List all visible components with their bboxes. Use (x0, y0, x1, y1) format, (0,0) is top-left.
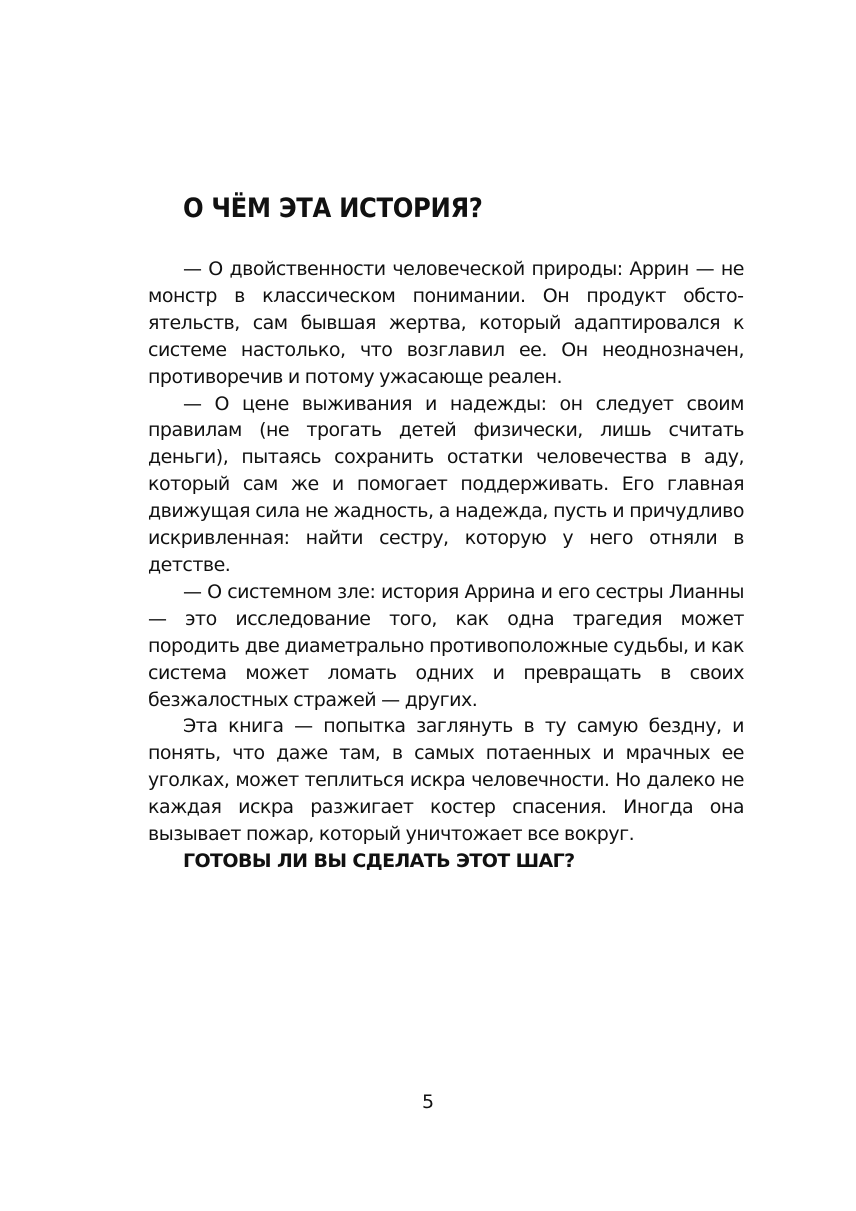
paragraph-book-intent: Эта книга — попытка заглянуть в ту самую бездну, и понять, что даже там, в самых потаенных и мрачных ее уголках, может теплиться искра человечности. Но далеко не каждая искра разжигает костер спасения. Иногда она вызывает пожар, который уничтожает все вокруг. (148, 715, 744, 846)
paragraph-duality: — О двойственности человеческой природы: Аррин — не монстр в классическом понимании. Он продукт обстоятельств, сам бывшая жертва, который адаптировался к системе настолько, что возглавил ее. Он неоднозначен, противоречив и потому ужасающе реален. (148, 258, 744, 388)
page-title: О ЧЁМ ЭТА ИСТОРИЯ? (183, 193, 483, 224)
body-text (148, 256, 744, 875)
paragraph-survival: — О цене выживания и надежды: он следует своим правилам (не трогать детей физически, лишь считать деньги), пытаясь сохранить остатки человечества в аду, который сам же и помогает поддерживать. Его главная движущая сила не жадность, а надежда, пусть и причудливо искривленная: найти сестру, которую у него отняли в детстве. (148, 392, 744, 576)
paragraph-systemic-evil: — О системном зле: история Аррина и его сестры Лианны — это исследование того, как одна трагедия может породить две диаметрально противоположные судьбы, и как система может ломать одних и превращать в своих безжалостных стражей — других. (148, 580, 744, 711)
closing-question: ГОТОВЫ ЛИ ВЫ СДЕЛАТЬ ЭТОТ ШАГ? (183, 849, 575, 872)
page-number: 5 (421, 1091, 435, 1113)
